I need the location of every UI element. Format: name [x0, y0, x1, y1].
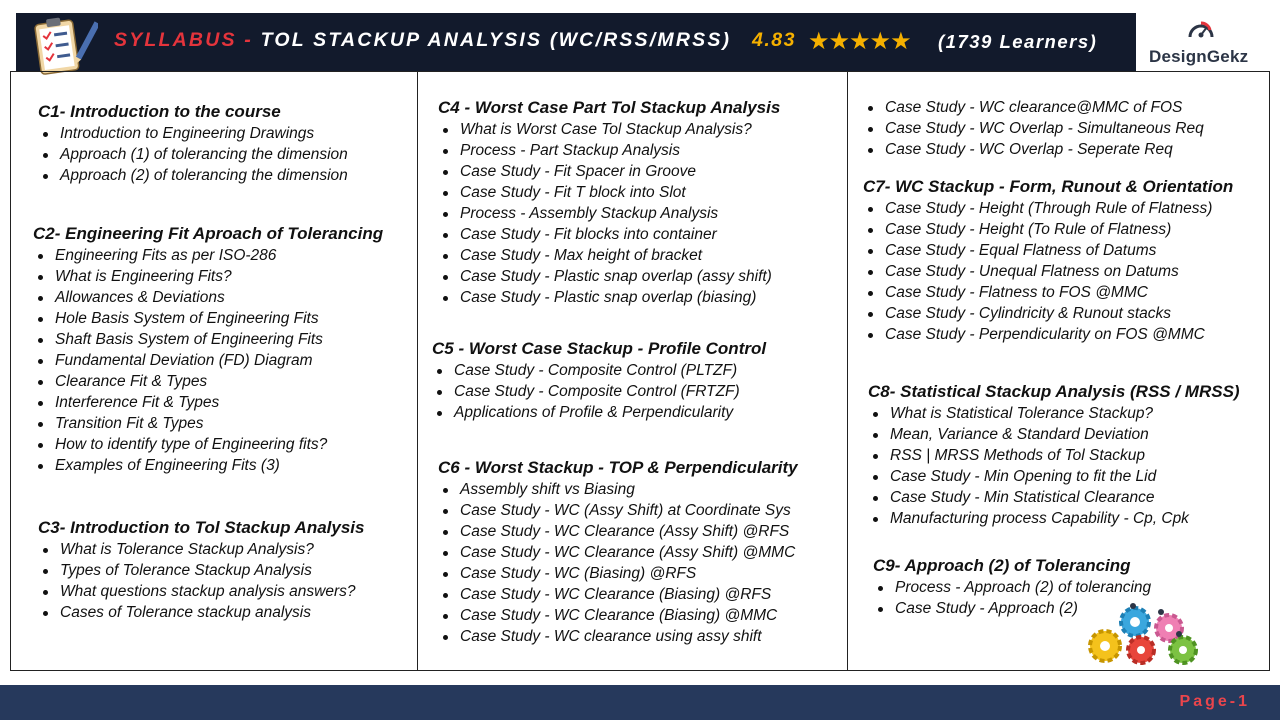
list-item: Case Study - Plastic snap overlap (biasing)	[438, 287, 780, 308]
list-item: Case Study - Min Opening to fit the Lid	[868, 466, 1240, 487]
list-item: Case Study - WC Clearance (Assy Shift) @MMC	[438, 542, 798, 563]
list-item: Process - Approach (2) of tolerancing	[873, 577, 1151, 598]
footer-bar	[0, 685, 1280, 720]
list-item: Process - Assembly Stackup Analysis	[438, 203, 780, 224]
section-c6	[438, 457, 798, 647]
list-item: Case Study - Composite Control (PLTZF)	[432, 360, 766, 381]
section-c4	[438, 97, 780, 308]
list-item: Engineering Fits as per ISO-286	[33, 245, 383, 266]
list-item: Case Study - Height (To Rule of Flatness)	[863, 219, 1233, 240]
list-item: Case Study - Min Statistical Clearance	[868, 487, 1240, 508]
list-item: Mean, Variance & Standard Deviation	[868, 424, 1240, 445]
list-item: Case Study - Flatness to FOS @MMC	[863, 282, 1233, 303]
list-item: Case Study - Composite Control (FRTZF)	[432, 381, 766, 402]
section-title: C4 - Worst Case Part Tol Stackup Analysis	[438, 98, 781, 117]
teamwork-gears-icon	[1083, 598, 1203, 666]
topic-list	[38, 123, 348, 186]
section-title: C6 - Worst Stackup - TOP & Perpendicularity	[438, 458, 798, 477]
section-c5	[432, 338, 766, 423]
course-title: TOL STACKUP ANALYSIS (WC/RSS/MRSS)	[260, 29, 732, 51]
list-item: Case Study - Cylindricity & Runout stacks	[863, 303, 1233, 324]
list-item: Introduction to Engineering Drawings	[38, 123, 348, 144]
list-item: Case Study - WC Clearance (Biasing) @RFS	[438, 584, 798, 605]
list-item: Case Study - WC clearance using assy shift	[438, 626, 798, 647]
list-item: Case Study - Approach (2)	[873, 598, 1151, 619]
list-item: Case Study - WC Clearance (Biasing) @MMC	[438, 605, 798, 626]
section-title: C3- Introduction to Tol Stackup Analysis	[38, 518, 365, 537]
topic-list	[33, 245, 383, 476]
list-item: Case Study - Plastic snap overlap (assy shift)	[438, 266, 780, 287]
section-c2	[33, 223, 383, 476]
list-item: Process - Part Stackup Analysis	[438, 140, 780, 161]
section-title: C5 - Worst Case Stackup - Profile Control	[432, 339, 767, 358]
list-item: What questions stackup analysis answers?	[38, 581, 365, 602]
list-item: Case Study - WC Clearance (Assy Shift) @RFS	[438, 521, 798, 542]
page-number: Page-1	[1179, 693, 1250, 710]
star-rating-icons: ★★★★★	[808, 28, 911, 55]
section-title: C2- Engineering Fit Aproach of Tolerancing	[33, 224, 384, 243]
list-item: Case Study - Fit Spacer in Groove	[438, 161, 780, 182]
brand-logo	[1136, 13, 1270, 71]
list-item: Allowances & Deviations	[33, 287, 383, 308]
list-item: What is Worst Case Tol Stackup Analysis?	[438, 119, 780, 140]
column-divider	[847, 71, 848, 671]
syllabus-label: SYLLABUS -	[114, 29, 261, 51]
list-item: Approach (1) of tolerancing the dimension	[38, 144, 348, 165]
list-item: Case Study - WC clearance@MMC of FOS	[863, 97, 1204, 118]
list-item: Interference Fit & Types	[33, 392, 383, 413]
gauge-logo-icon	[1186, 17, 1216, 43]
list-item: Types of Tolerance Stackup Analysis	[38, 560, 365, 581]
list-item: Approach (2) of tolerancing the dimension	[38, 165, 348, 186]
list-item: Case Study - WC (Biasing) @RFS	[438, 563, 798, 584]
list-item: Fundamental Deviation (FD) Diagram	[33, 350, 383, 371]
topic-list	[38, 539, 365, 623]
list-item: Examples of Engineering Fits (3)	[33, 455, 383, 476]
list-item: RSS | MRSS Methods of Tol Stackup	[868, 445, 1240, 466]
list-item: Assembly shift vs Biasing	[438, 479, 798, 500]
list-item: Hole Basis System of Engineering Fits	[33, 308, 383, 329]
rating-value: 4.83	[752, 29, 796, 51]
section-c3	[38, 517, 365, 623]
list-item: Case Study - Max height of bracket	[438, 245, 780, 266]
section-title: C9- Approach (2) of Tolerancing	[873, 556, 1131, 575]
list-item: Case Study - Unequal Flatness on Datums	[863, 261, 1233, 282]
list-item: What is Statistical Tolerance Stackup?	[868, 403, 1240, 424]
syllabus-title	[114, 29, 731, 52]
brand-name: DesignGekz	[1149, 47, 1249, 66]
list-item: Cases of Tolerance stackup analysis	[38, 602, 365, 623]
list-item: Shaft Basis System of Engineering Fits	[33, 329, 383, 350]
list-item: How to identify type of Engineering fits?	[33, 434, 383, 455]
list-item: Manufacturing process Capability - Cp, Cpk	[868, 508, 1240, 529]
list-item: What is Engineering Fits?	[33, 266, 383, 287]
list-item: Case Study - Equal Flatness of Datums	[863, 240, 1233, 261]
list-item: Transition Fit & Types	[33, 413, 383, 434]
list-item: Case Study - Height (Through Rule of Flatness)	[863, 198, 1233, 219]
list-item: Clearance Fit & Types	[33, 371, 383, 392]
section-title: C8- Statistical Stackup Analysis (RSS / MRSS)	[868, 382, 1240, 401]
topic-list	[863, 198, 1233, 345]
section-c1	[38, 101, 348, 186]
list-item: What is Tolerance Stackup Analysis?	[38, 539, 365, 560]
list-item: Case Study - Fit T block into Slot	[438, 182, 780, 203]
list-item: Case Study - WC Overlap - Simultaneous Req	[863, 118, 1204, 139]
list-item: Applications of Profile & Perpendicularity	[432, 402, 766, 423]
topic-list	[863, 97, 1204, 160]
topic-list	[868, 403, 1240, 529]
section-c8	[868, 381, 1240, 529]
topic-list	[432, 360, 766, 423]
list-item: Case Study - Perpendicularity on FOS @MMC	[863, 324, 1233, 345]
column-divider	[417, 71, 418, 671]
learner-count: (1739 Learners)	[938, 31, 1098, 52]
list-item: Case Study - WC (Assy Shift) at Coordinate Sys	[438, 500, 798, 521]
list-item: Case Study - Fit blocks into container	[438, 224, 780, 245]
topic-list	[438, 119, 780, 308]
section-title: C1- Introduction to the course	[38, 102, 281, 121]
topic-list	[438, 479, 798, 647]
section-title: C7- WC Stackup - Form, Runout & Orientation	[863, 177, 1234, 196]
section-c7	[863, 176, 1233, 345]
section-c6-continued	[863, 97, 1204, 160]
list-item: Case Study - WC Overlap - Seperate Req	[863, 139, 1204, 160]
